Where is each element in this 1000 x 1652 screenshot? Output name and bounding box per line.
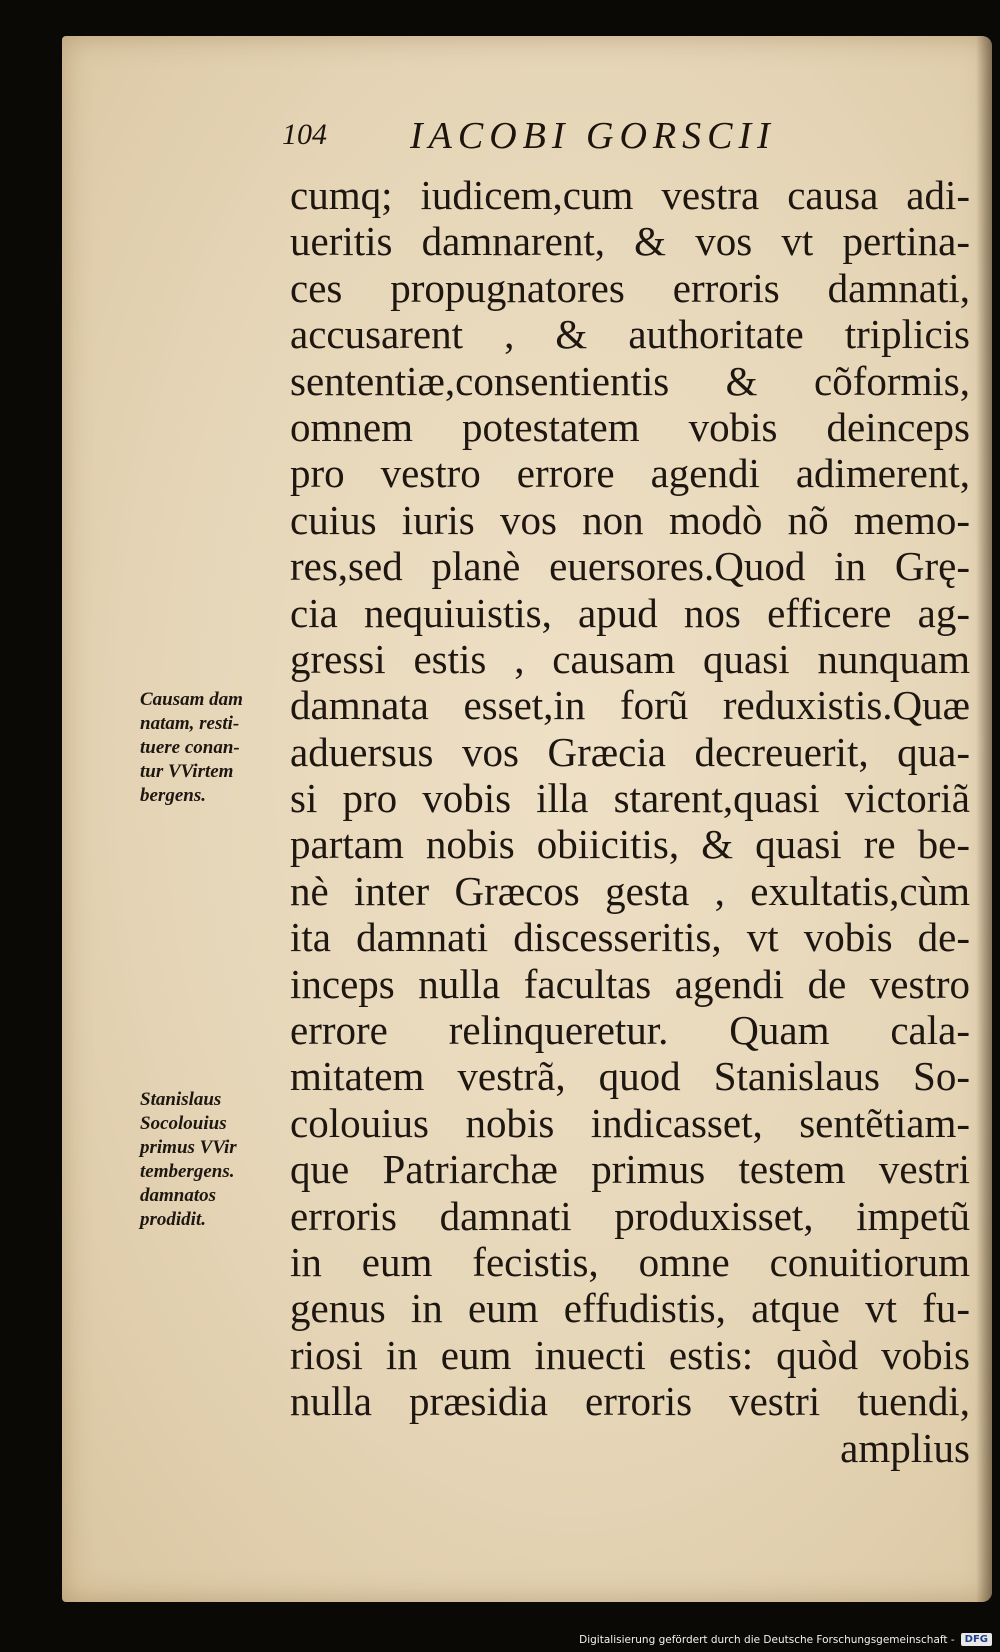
margin-note-line: tuere conan- bbox=[140, 737, 240, 758]
running-head: IACOBI GORSCII bbox=[410, 115, 776, 157]
margin-note-line: bergens. bbox=[140, 785, 206, 806]
text-line: si pro vobis illa starent,quasi victoriã bbox=[290, 775, 970, 822]
text-line: colouius nobis indicasset, sentẽtiam- bbox=[290, 1099, 970, 1146]
text-line: partam nobis obiicitis, & quasi re be- bbox=[290, 821, 970, 868]
margin-note-line: primus VVir bbox=[140, 1137, 237, 1158]
text-line: cuius iuris vos non modò nõ memo- bbox=[290, 496, 970, 543]
text-line: ueritis damnarent, & vos vt pertina- bbox=[290, 218, 970, 265]
page-gutter-shadow bbox=[976, 36, 992, 1602]
margin-note bbox=[140, 688, 243, 808]
body-text bbox=[290, 172, 970, 1471]
text-line: sententiæ,consentientis & cõformis, bbox=[290, 357, 970, 404]
text-line: ita damnati discesseritis, vt vobis de- bbox=[290, 914, 970, 961]
book-page bbox=[62, 36, 992, 1602]
text-line: nulla præsidia erroris vestri tuendi, bbox=[290, 1378, 970, 1425]
margin-note-line: Stanislaus bbox=[140, 1089, 222, 1110]
text-line: pro vestro errore agendi adimerent, bbox=[290, 450, 970, 497]
text-line: erroris damnati produxisset, impetũ bbox=[290, 1192, 970, 1239]
margin-note-line: Causam dam bbox=[140, 689, 243, 710]
text-line: errore relinqueretur. Quam cala- bbox=[290, 1007, 970, 1054]
text-line: ces propugnatores erroris damnati, bbox=[290, 264, 970, 311]
catchword: amplius bbox=[840, 1424, 970, 1471]
margin-note-line: prodidit. bbox=[140, 1209, 206, 1230]
text-line: in eum fecistis, omne conuitiorum bbox=[290, 1238, 970, 1285]
text-line: genus in eum effudistis, atque vt fu- bbox=[290, 1285, 970, 1332]
text-line: nè inter Græcos gesta , exultatis,cùm bbox=[290, 867, 970, 914]
text-line: que Patriarchæ primus testem vestri bbox=[290, 1146, 970, 1193]
text-line: riosi in eum inuecti estis: quòd vobis bbox=[290, 1331, 970, 1378]
margin-note-line: tembergens. bbox=[140, 1161, 235, 1182]
text-line: aduersus vos Græcia decreuerit, qua- bbox=[290, 728, 970, 775]
margin-note-line: Socolouius bbox=[140, 1113, 227, 1134]
text-line: cumq; iudicem,cum vestra causa adi- bbox=[290, 172, 970, 218]
dfg-logo: DFG bbox=[961, 1633, 992, 1646]
text-line: inceps nulla facultas agendi de vestro bbox=[290, 960, 970, 1007]
page-number: 104 bbox=[282, 118, 327, 151]
text-line: damnata esset,in forũ reduxistis.Quæ bbox=[290, 682, 970, 729]
text-line: gressi estis , causam quasi nunquam bbox=[290, 635, 970, 682]
text-line: accusarent , & authoritate triplicis bbox=[290, 311, 970, 358]
margin-note bbox=[140, 1088, 237, 1232]
page-header bbox=[282, 115, 922, 172]
text-line: omnem potestatem vobis deinceps bbox=[290, 403, 970, 450]
margin-note-line: tur VVirtem bbox=[140, 761, 234, 782]
digitization-credit bbox=[579, 1633, 992, 1646]
text-line: res,sed planè euersores.Quod in Grę- bbox=[290, 543, 970, 590]
text-line: cia nequiuistis, apud nos efficere ag- bbox=[290, 589, 970, 636]
margin-note-line: damnatos bbox=[140, 1185, 217, 1206]
credit-text: Digitalisierung gefördert durch die Deutsche Forschungsgemeinschaft - bbox=[579, 1633, 955, 1646]
text-line: mitatem vestrã, quod Stanislaus So- bbox=[290, 1053, 970, 1100]
margin-note-line: natam, resti- bbox=[140, 713, 240, 734]
